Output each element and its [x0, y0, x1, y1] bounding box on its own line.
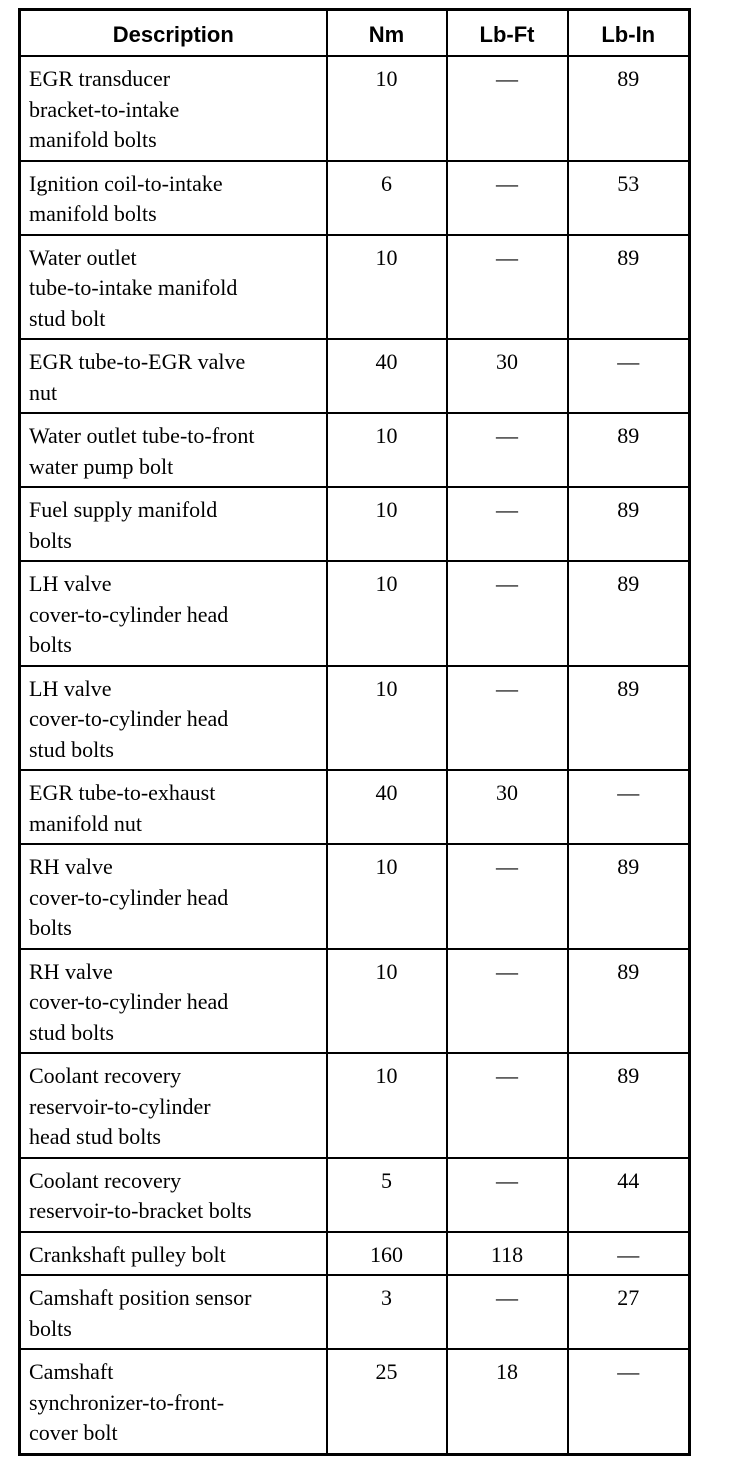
nm-value-cell: 10 — [327, 844, 447, 949]
description-line: Coolant recovery — [29, 1063, 182, 1088]
lb-in-value-cell: 89 — [568, 413, 690, 487]
lb-ft-value-cell: 30 — [447, 770, 568, 844]
lb-ft-value-cell: — — [447, 235, 568, 340]
lb-in-value-cell: 53 — [568, 161, 690, 235]
description-line: bracket-to-intake — [29, 96, 180, 122]
lb-ft-value-cell: — — [447, 1053, 568, 1158]
lb-in-value-cell: 89 — [568, 56, 690, 161]
lb-in-value-cell: 89 — [568, 844, 690, 949]
description-line: stud bolts — [29, 736, 114, 762]
description-cell — [20, 487, 327, 561]
table-row — [20, 413, 690, 487]
description-cell — [20, 1275, 327, 1349]
nm-value-cell: 25 — [327, 1349, 447, 1454]
table-row — [20, 770, 690, 844]
nm-value-cell: 10 — [327, 1053, 447, 1158]
lb-ft-value-cell: 30 — [447, 339, 568, 413]
description-line: Camshaft position sensor — [29, 1285, 252, 1310]
table-row — [20, 235, 690, 340]
description-cell — [20, 1349, 327, 1454]
lb-in-value-cell: 89 — [568, 949, 690, 1054]
lb-ft-value-cell: — — [447, 561, 568, 666]
description-line: water pump bolt — [29, 453, 174, 479]
nm-value-cell: 40 — [327, 339, 447, 413]
description-line: nut — [29, 379, 58, 405]
description-line: synchronizer-to-front- — [29, 1389, 225, 1415]
description-cell — [20, 844, 327, 949]
column-header-nm: Nm — [327, 10, 447, 57]
nm-value-cell: 10 — [327, 487, 447, 561]
nm-value-cell: 10 — [327, 413, 447, 487]
column-header-description: Description — [20, 10, 327, 57]
table-row — [20, 949, 690, 1054]
lb-in-value-cell: 89 — [568, 666, 690, 771]
description-cell — [20, 56, 327, 161]
description-line: LH valve — [29, 571, 112, 596]
nm-value-cell: 40 — [327, 770, 447, 844]
lb-in-value-cell: 89 — [568, 1053, 690, 1158]
description-cell — [20, 1232, 327, 1276]
description-cell — [20, 1053, 327, 1158]
table-row — [20, 161, 690, 235]
lb-in-value-cell: — — [568, 339, 690, 413]
description-line: Fuel supply manifold — [29, 497, 218, 522]
lb-ft-value-cell: — — [447, 413, 568, 487]
description-line: reservoir-to-cylinder — [29, 1093, 211, 1119]
lb-ft-value-cell: — — [447, 56, 568, 161]
description-line: bolts — [29, 915, 72, 940]
lb-ft-value-cell: — — [447, 844, 568, 949]
description-line: RH valve — [29, 854, 113, 879]
nm-value-cell: 6 — [327, 161, 447, 235]
table-row — [20, 487, 690, 561]
lb-in-value-cell: 89 — [568, 235, 690, 340]
lb-in-value-cell: 44 — [568, 1158, 690, 1232]
nm-value-cell: 10 — [327, 666, 447, 771]
description-line: Camshaft — [29, 1359, 114, 1384]
description-line: Crankshaft pulley bolt — [29, 1241, 226, 1267]
description-cell — [20, 561, 327, 666]
torque-specification-table — [18, 8, 691, 1456]
nm-value-cell: 10 — [327, 56, 447, 161]
table-row — [20, 844, 690, 949]
nm-value-cell: 5 — [327, 1158, 447, 1232]
description-line: LH valve — [29, 675, 112, 701]
table-header — [20, 10, 690, 57]
column-header-lb-ft: Lb-Ft — [447, 10, 568, 57]
description-line: EGR transducer — [29, 66, 171, 91]
lb-in-value-cell: 27 — [568, 1275, 690, 1349]
description-line: bolts — [29, 632, 72, 657]
lb-in-value-cell: — — [568, 1232, 690, 1276]
table-row — [20, 1158, 690, 1232]
lb-ft-value-cell: 118 — [447, 1232, 568, 1276]
description-cell — [20, 161, 327, 235]
nm-value-cell: 3 — [327, 1275, 447, 1349]
table-body — [20, 56, 690, 1454]
description-cell — [20, 413, 327, 487]
description-line: cover-to-cylinder head — [29, 884, 229, 910]
description-line: Water outlet tube-to-front — [29, 423, 255, 448]
description-line: cover-to-cylinder head — [29, 601, 229, 627]
description-line: Water outlet — [29, 244, 137, 270]
header-row — [20, 10, 690, 57]
table-row — [20, 1275, 690, 1349]
table-row — [20, 1053, 690, 1158]
nm-value-cell: 10 — [327, 949, 447, 1054]
lb-ft-value-cell: — — [447, 487, 568, 561]
table-row — [20, 561, 690, 666]
description-line: RH valve — [29, 958, 113, 984]
lb-ft-value-cell: — — [447, 1275, 568, 1349]
description-line: EGR tube-to-exhaust — [29, 780, 216, 805]
description-line: tube-to-intake manifold — [29, 275, 238, 300]
lb-ft-value-cell: — — [447, 1158, 568, 1232]
description-line: cover-to-cylinder head — [29, 706, 229, 731]
lb-in-value-cell: — — [568, 1349, 690, 1454]
lb-in-value-cell: 89 — [568, 561, 690, 666]
description-line: manifold bolts — [29, 127, 157, 152]
lb-ft-value-cell: 18 — [447, 1349, 568, 1454]
table-row — [20, 56, 690, 161]
description-line: head stud bolts — [29, 1124, 161, 1149]
lb-ft-value-cell: — — [447, 161, 568, 235]
description-line: Ignition coil-to-intake — [29, 170, 223, 196]
nm-value-cell: 160 — [327, 1232, 447, 1276]
table-row — [20, 339, 690, 413]
description-cell — [20, 1158, 327, 1232]
description-line: Coolant recovery — [29, 1167, 182, 1193]
description-line: bolts — [29, 1315, 72, 1341]
table-row — [20, 666, 690, 771]
description-cell — [20, 666, 327, 771]
nm-value-cell: 10 — [327, 561, 447, 666]
description-cell — [20, 770, 327, 844]
lb-ft-value-cell: — — [447, 666, 568, 771]
lb-in-value-cell: 89 — [568, 487, 690, 561]
description-line: manifold nut — [29, 810, 143, 836]
description-line: stud bolt — [29, 305, 106, 331]
lb-ft-value-cell: — — [447, 949, 568, 1054]
description-line: manifold bolts — [29, 201, 157, 226]
description-cell — [20, 949, 327, 1054]
description-cell — [20, 339, 327, 413]
description-line: stud bolts — [29, 1019, 114, 1045]
nm-value-cell: 10 — [327, 235, 447, 340]
description-line: EGR tube-to-EGR valve — [29, 349, 246, 374]
description-line: cover-to-cylinder head — [29, 989, 229, 1014]
table-row — [20, 1232, 690, 1276]
lb-in-value-cell: — — [568, 770, 690, 844]
description-cell — [20, 235, 327, 340]
description-line: reservoir-to-bracket bolts — [29, 1198, 252, 1223]
description-line: cover bolt — [29, 1420, 118, 1445]
description-line: bolts — [29, 527, 72, 553]
column-header-lb-in: Lb-In — [568, 10, 690, 57]
table-row — [20, 1349, 690, 1454]
